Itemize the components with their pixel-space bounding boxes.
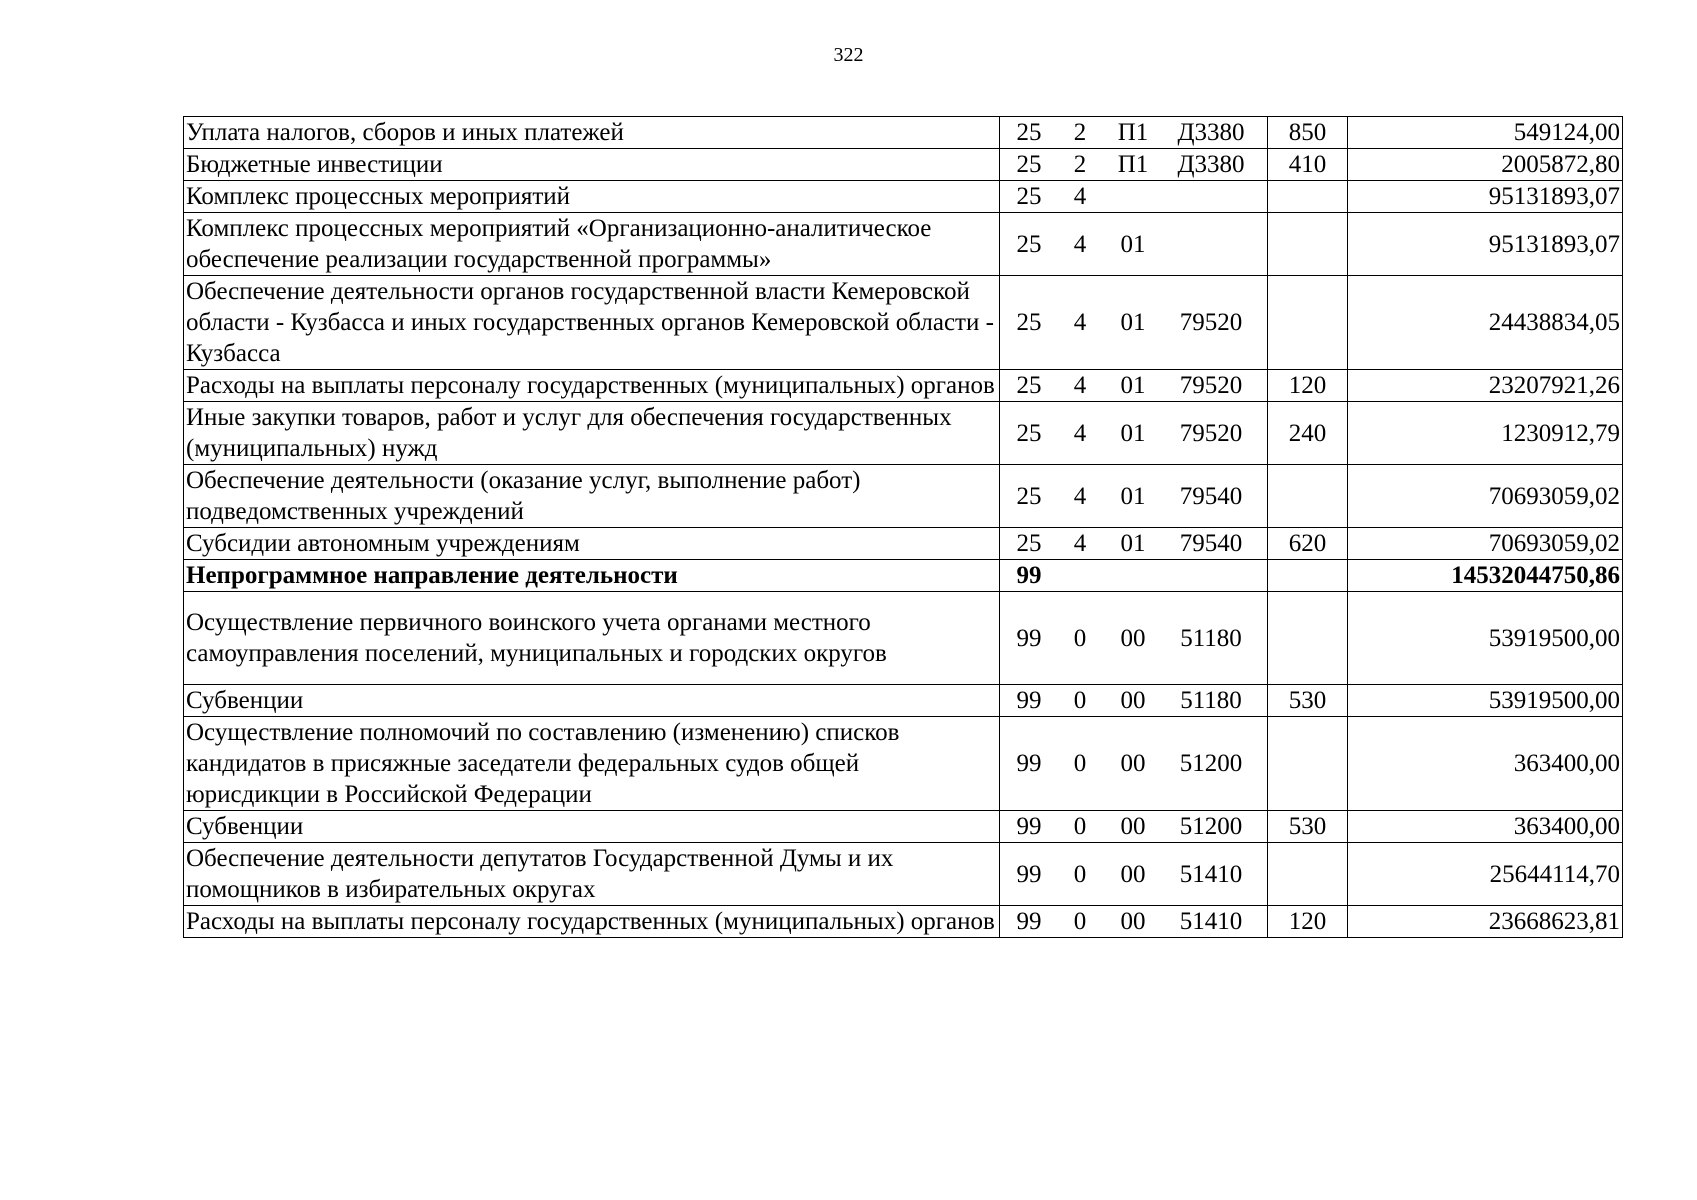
classification-code-cell [1000,528,1268,560]
expense-type-cell: 410 [1268,149,1348,181]
group-code: 01 [1120,309,1146,336]
classification-code-cell [1000,181,1268,213]
amount-cell: 549124,00 [1348,117,1623,149]
expense-name-cell: Уплата налогов, сборов и иных платежей [184,117,1000,149]
program-code: 99 [1016,750,1042,777]
group-code: 00 [1120,624,1146,652]
direction-code: 79520 [1179,372,1243,399]
expense-type-cell: 240 [1268,402,1348,465]
program-code: 99 [1016,687,1042,714]
group-code: 01 [1120,530,1146,557]
amount-cell: 23668623,81 [1348,906,1623,938]
classification-code-cell [1000,685,1268,717]
program-code: 25 [1016,230,1042,258]
expense-name-cell: Обеспечение деятельности депутатов Государственной Думы и их помощников в избирательных округах [184,843,1000,906]
program-code: 25 [1016,119,1042,146]
amount-cell: 53919500,00 [1348,592,1623,685]
budget-table [183,116,1623,938]
expense-type-cell: 530 [1268,811,1348,843]
amount-cell: 53919500,00 [1348,685,1623,717]
program-code: 25 [1016,309,1042,336]
expense-type-cell [1268,560,1348,592]
program-code: 99 [1016,562,1042,589]
expense-type-cell [1268,843,1348,906]
amount-cell: 14532044750,86 [1348,560,1623,592]
group-code: 00 [1120,813,1146,840]
table-row [184,276,1623,370]
group-code: 00 [1120,860,1146,888]
classification-code-cell [1000,811,1268,843]
table-row [184,592,1623,685]
group-code: 01 [1120,230,1146,258]
expense-name-cell: Бюджетные инвестиции [184,149,1000,181]
expense-name-cell: Субвенции [184,811,1000,843]
amount-cell: 70693059,02 [1348,465,1623,528]
table-row [184,117,1623,149]
amount-cell: 25644114,70 [1348,843,1623,906]
amount-cell: 23207921,26 [1348,370,1623,402]
expense-name-cell: Комплекс процессных мероприятий «Организационно-аналитическое обеспечение реализации государственной программы» [184,213,1000,276]
subprogram-code: 0 [1073,750,1087,777]
program-code: 25 [1016,372,1042,399]
group-code: П1 [1117,119,1149,146]
direction-code: 51180 [1180,624,1242,652]
program-code: 99 [1016,624,1042,652]
subprogram-code: 0 [1073,860,1087,888]
direction-code: 79520 [1179,419,1243,447]
expense-name-cell: Комплекс процессных мероприятий [184,181,1000,213]
subprogram-code: 2 [1073,119,1087,146]
program-code: 25 [1016,151,1042,178]
classification-code-cell [1000,560,1268,592]
expense-type-cell [1268,592,1348,685]
expense-type-cell: 120 [1268,370,1348,402]
direction-code: 79540 [1179,530,1243,557]
expense-type-cell: 620 [1268,528,1348,560]
expense-name-cell: Расходы на выплаты персоналу государственных (муниципальных) органов [184,906,1000,938]
amount-cell: 95131893,07 [1348,213,1623,276]
classification-code-cell [1000,370,1268,402]
expense-type-cell: 120 [1268,906,1348,938]
table-row [184,843,1623,906]
expense-type-cell [1268,181,1348,213]
subprogram-code: 2 [1073,151,1087,178]
classification-code-cell [1000,213,1268,276]
subprogram-code: 4 [1073,183,1087,210]
amount-cell: 24438834,05 [1348,276,1623,370]
classification-code-cell [1000,906,1268,938]
classification-code-cell [1000,592,1268,685]
table-row [184,181,1623,213]
expense-name-cell: Субсидии автономным учреждениям [184,528,1000,560]
expense-name-cell: Осуществление первичного воинского учета органами местного самоуправления поселений, муниципальных и городских округов [184,592,1000,685]
classification-code-cell [1000,276,1268,370]
expense-type-cell [1268,717,1348,811]
subprogram-code: 0 [1073,908,1087,935]
direction-code: 79540 [1179,482,1243,510]
expense-name-cell: Непрограммное направление деятельности [184,560,1000,592]
table-row [184,811,1623,843]
direction-code: 51200 [1179,750,1243,777]
subprogram-code: 4 [1073,419,1087,447]
subprogram-code: 0 [1073,813,1087,840]
expense-type-cell: 850 [1268,117,1348,149]
classification-code-cell [1000,465,1268,528]
subprogram-code: 4 [1073,530,1087,557]
amount-cell: 2005872,80 [1348,149,1623,181]
expense-type-cell [1268,213,1348,276]
subprogram-code: 4 [1073,482,1087,510]
page-number: 322 [833,44,864,66]
direction-code: Д3380 [1177,151,1245,178]
direction-code: 51410 [1179,860,1243,888]
amount-cell: 70693059,02 [1348,528,1623,560]
expense-name-cell: Обеспечение деятельности органов государственной власти Кемеровской области - Кузбасса и иных государственных органов Кемеровской области - Кузбасса [184,276,1000,370]
program-code: 25 [1016,530,1042,557]
direction-code: 51410 [1179,908,1243,935]
expense-name-cell: Осуществление полномочий по составлению (изменению) списков кандидатов в присяжные заседатели федеральных судов общей юрисдикции в Российской Федерации [184,717,1000,811]
classification-code-cell [1000,843,1268,906]
amount-cell: 1230912,79 [1348,402,1623,465]
group-code: 00 [1120,687,1146,714]
direction-code: Д3380 [1177,119,1245,146]
table-row [184,402,1623,465]
classification-code-cell [1000,117,1268,149]
expense-type-cell: 530 [1268,685,1348,717]
expense-name-cell: Субвенции [184,685,1000,717]
expense-name-cell: Обеспечение деятельности (оказание услуг, выполнение работ) подведомственных учреждений [184,465,1000,528]
table-body [184,117,1623,938]
table-row [184,213,1623,276]
expense-name-cell: Иные закупки товаров, работ и услуг для обеспечения государственных (муниципальных) нужд [184,402,1000,465]
program-code: 25 [1016,419,1042,447]
direction-code: 79520 [1179,309,1243,336]
group-code: 01 [1120,372,1146,399]
classification-code-cell [1000,402,1268,465]
direction-code: 51180 [1180,687,1242,714]
group-code: 01 [1120,482,1146,510]
table-row [184,370,1623,402]
classification-code-cell [1000,149,1268,181]
amount-cell: 95131893,07 [1348,181,1623,213]
classification-code-cell [1000,717,1268,811]
program-code: 25 [1016,183,1042,210]
group-code: 01 [1120,419,1146,447]
program-code: 99 [1016,813,1042,840]
program-code: 25 [1016,482,1042,510]
subprogram-code: 4 [1073,372,1087,399]
subprogram-code: 4 [1073,309,1087,336]
direction-code: 51200 [1179,813,1243,840]
amount-cell: 363400,00 [1348,717,1623,811]
subprogram-code: 0 [1073,687,1087,714]
group-code: П1 [1117,151,1149,178]
table-row [184,906,1623,938]
program-code: 99 [1016,908,1042,935]
group-code: 00 [1120,750,1146,777]
table-row [184,465,1623,528]
group-code: 00 [1120,908,1146,935]
expense-type-cell [1268,465,1348,528]
expense-name-cell: Расходы на выплаты персоналу государственных (муниципальных) органов [184,370,1000,402]
amount-cell: 363400,00 [1348,811,1623,843]
table-row [184,149,1623,181]
program-code: 99 [1016,860,1042,888]
expense-type-cell [1268,276,1348,370]
subprogram-code: 4 [1073,230,1087,258]
table-row [184,560,1623,592]
table-row [184,528,1623,560]
table-row [184,685,1623,717]
subprogram-code: 0 [1073,624,1087,652]
table-row [184,717,1623,811]
